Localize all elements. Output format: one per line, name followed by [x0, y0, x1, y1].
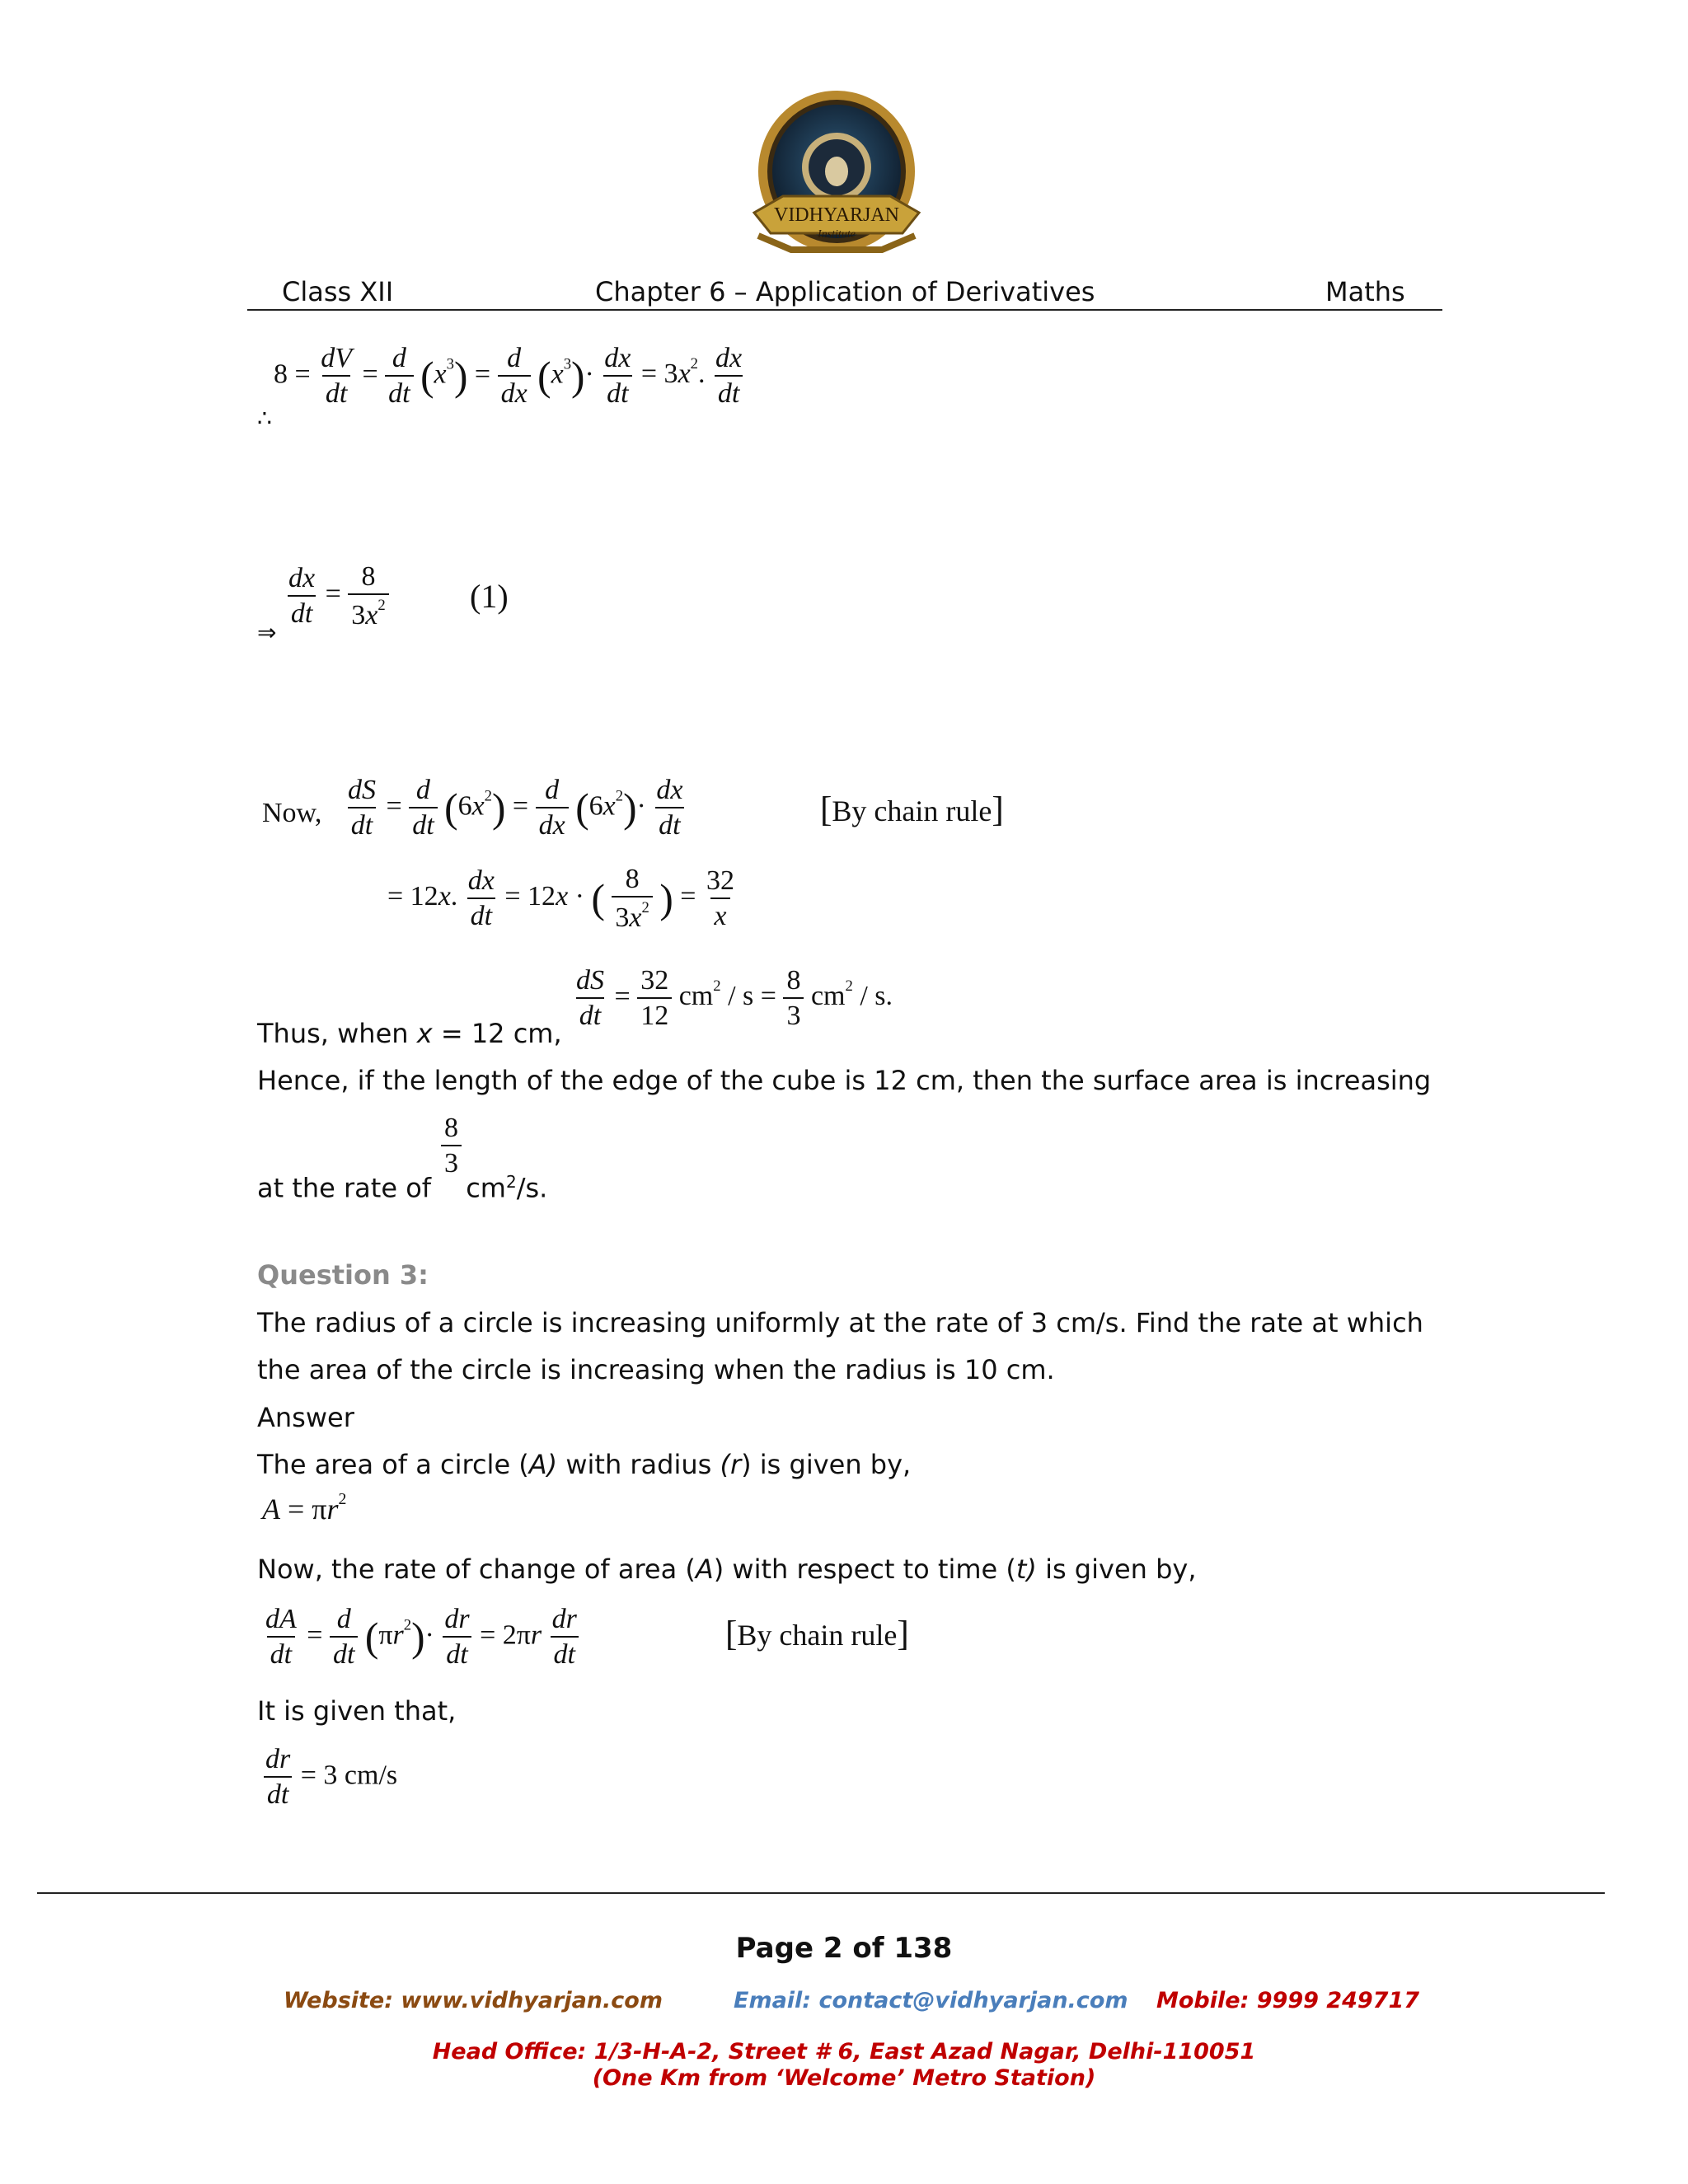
header-subject: Maths — [1325, 276, 1405, 307]
chain-rule-note-1: [By chain rule] — [820, 790, 1004, 829]
area-intro-part1: The area of a circle ( — [257, 1449, 529, 1480]
implies-symbol: ⇒ — [257, 619, 277, 646]
at-rate-of-text: at the rate of — [257, 1172, 432, 1204]
header-class: Class XII — [282, 276, 394, 307]
area-intro-part2: with radius — [557, 1449, 720, 1480]
equation-volume-rate: 8 = $\frac{dV}{dt}$ = $\frac{d}{dt}$ $(x^3)$ = $\frac{d}{dx}$ $(x^3)\cdot$ $\frac{dx}{dt}$ = $3x^2$. $\frac{dx}{dt}$ — [274, 343, 743, 409]
rate-intro-line — [257, 1553, 1197, 1586]
rate-fraction: $\frac{8}{3}$ — [441, 1114, 462, 1178]
question-title: Question 3: — [257, 1259, 429, 1291]
answer-label: Answer — [257, 1402, 354, 1433]
x-variable: x — [416, 1018, 433, 1049]
hence-line: Hence, if the length of the edge of the cube is 12 cm, then the surface area is increasing — [257, 1065, 1432, 1096]
logo-text: VIDHYARJAN — [773, 204, 900, 226]
equation-surface-rate-2: = 12x. $\frac{dx}{dt}$ = 12x · ( $\frac{8}{3x^2}$ ) = $\frac{32}{x}$ — [387, 864, 734, 933]
therefore-symbol: ∴ — [257, 405, 272, 432]
rate-intro-part1: Now, the rate of change of area ( — [257, 1554, 696, 1585]
equation-label: (1) — [470, 578, 509, 615]
rate-intro-part3: is given by, — [1036, 1554, 1197, 1585]
footer-rule — [37, 1892, 1605, 1894]
thus-when-line — [257, 1017, 562, 1050]
equation-area-rate: $\frac{dA}{dt}$ = $\frac{d}{dt}$ $(\pi r^2)\cdot$ $\frac{dr}{dt}$ = 2πr $\frac{dr}{dt}$ — [262, 1605, 580, 1669]
rate-unit: cm — [466, 1172, 506, 1204]
area-intro-part3: ) is given by, — [741, 1449, 912, 1480]
chain-rule-note-2: [By chain rule] — [725, 1615, 909, 1653]
rate-intro-part2: ) with respect to time ( — [713, 1554, 1016, 1585]
equation-result: $\frac{dS}{dt}$ = $\frac{32}{12}$ $cm^2$ / s = $\frac{8}{3}$ $cm^2$ / s. — [576, 965, 893, 1031]
area-symbol: A) — [528, 1449, 558, 1480]
question-line-1: The radius of a circle is increasing uniformly at the rate of 3 cm/s. Find the rate at which — [257, 1307, 1423, 1338]
footer-address-note: (One Km from ‘Welcome’ Metro Station) — [592, 2065, 1096, 2091]
x-value: = 12 cm, — [440, 1018, 562, 1049]
equation-dx-dt: $\frac{dx}{dt}$ = $\frac{8}{3x^2}$ — [285, 563, 389, 630]
rate-line: at the rate of $cm^2/s$. — [257, 1172, 548, 1204]
thus-when-text: Thus, when — [257, 1018, 409, 1049]
now-label: Now, — [262, 798, 322, 828]
page-number: Page 2 of 138 — [735, 1932, 953, 1965]
rate-area-symbol: A — [695, 1554, 714, 1585]
equation-area: $A = \pi r^2$ — [262, 1490, 347, 1526]
footer-website[interactable]: Website: www.vidhyarjan.com — [284, 1988, 663, 2013]
time-symbol: t) — [1015, 1554, 1037, 1585]
header-chapter: Chapter 6 – Application of Derivatives — [595, 276, 1095, 307]
equation-given-rate: $\frac{dr}{dt}$ = 3 cm/s — [262, 1746, 397, 1809]
chain-rule-label-1: By chain rule — [832, 794, 992, 827]
equation-surface-rate: $\frac{dS}{dt}$ = $\frac{d}{dt}$ $(6x^2)$ = $\frac{d}{dx}$ $(6x^2)\cdot$ $\frac{dx}{dt}$ — [348, 775, 683, 841]
logo-subtext: Institute — [818, 228, 856, 241]
footer-address: Head Office: 1/3-H-A-2, Street # 6, East Azad Nagar, Delhi-110051 — [432, 2039, 1256, 2064]
header-rule — [247, 309, 1442, 311]
institute-logo — [734, 89, 940, 274]
rate-unit-tail: /s. — [516, 1172, 548, 1204]
chain-rule-label-2: By chain rule — [737, 1619, 898, 1652]
footer-mobile: Mobile: 9999 249717 — [1156, 1988, 1420, 2013]
radius-symbol: (r — [720, 1449, 742, 1480]
area-intro-line — [257, 1448, 911, 1481]
given-line: It is given that, — [257, 1695, 457, 1727]
footer-email[interactable]: Email: contact@vidhyarjan.com — [734, 1988, 1128, 2013]
question-line-2: the area of the circle is increasing when the radius is 10 cm. — [257, 1354, 1055, 1385]
